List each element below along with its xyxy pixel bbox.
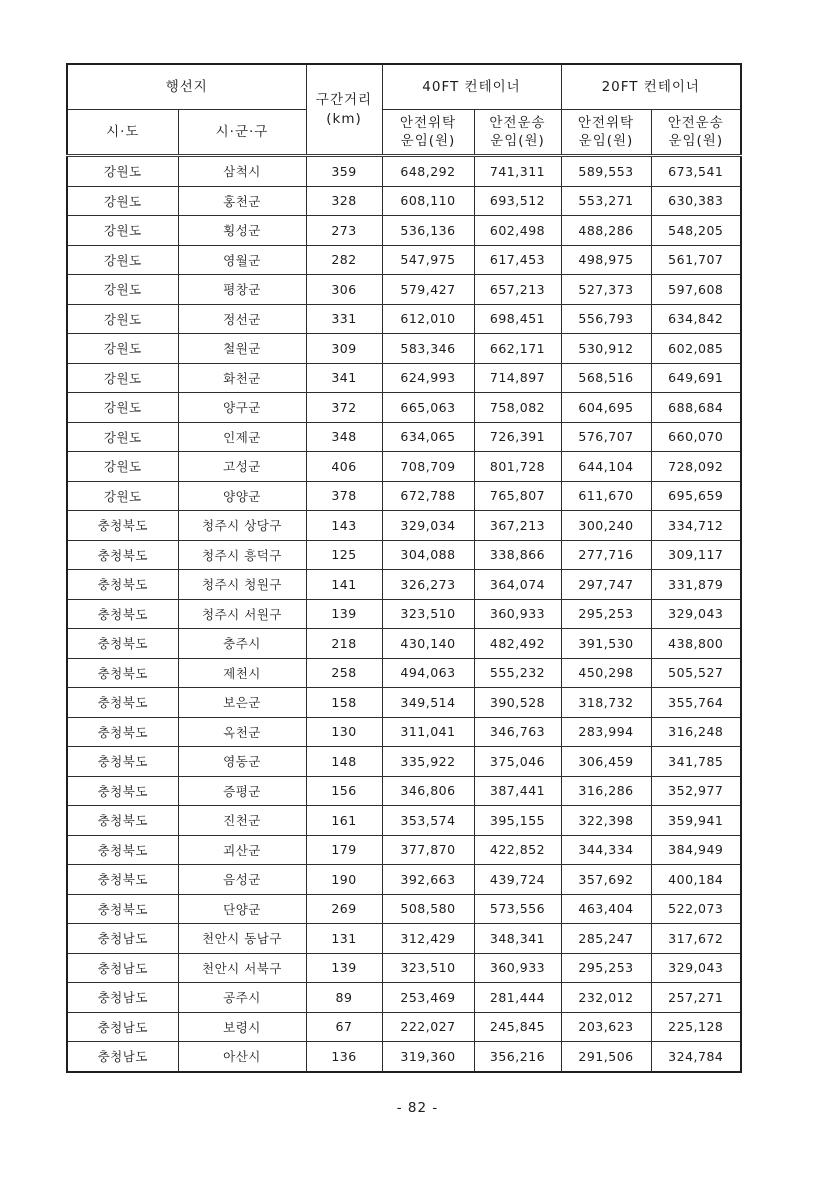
table-cell: 충청북도 bbox=[67, 658, 178, 688]
header-province: 시·도 bbox=[67, 110, 178, 156]
table-cell: 698,451 bbox=[474, 304, 561, 334]
table-cell: 131 bbox=[306, 924, 382, 954]
table-row bbox=[67, 304, 741, 334]
table-cell: 728,092 bbox=[651, 452, 741, 482]
table-row bbox=[67, 275, 741, 305]
table-cell: 463,404 bbox=[561, 894, 651, 924]
table-cell: 672,788 bbox=[382, 481, 474, 511]
table-cell: 329,043 bbox=[651, 599, 741, 629]
table-cell: 강원도 bbox=[67, 245, 178, 275]
table-body bbox=[67, 156, 741, 1072]
table-cell: 576,707 bbox=[561, 422, 651, 452]
table-cell: 옥천군 bbox=[178, 717, 306, 747]
table-cell: 충청북도 bbox=[67, 599, 178, 629]
table-cell: 673,541 bbox=[651, 156, 741, 187]
table-cell: 충청남도 bbox=[67, 924, 178, 954]
header-20ft-container-group: 20FT 컨테이너 bbox=[561, 64, 741, 110]
table-row bbox=[67, 1012, 741, 1042]
table-cell: 청주시 상당구 bbox=[178, 511, 306, 541]
table-cell: 충청북도 bbox=[67, 570, 178, 600]
table-cell: 553,271 bbox=[561, 186, 651, 216]
table-cell: 218 bbox=[306, 629, 382, 659]
table-cell: 139 bbox=[306, 599, 382, 629]
table-cell: 648,292 bbox=[382, 156, 474, 187]
table-row bbox=[67, 658, 741, 688]
header-20ft-safe-transport-fare: 안전운송 운임(원) bbox=[651, 110, 741, 156]
table-cell: 547,975 bbox=[382, 245, 474, 275]
table-cell: 강원도 bbox=[67, 156, 178, 187]
table-cell: 329,043 bbox=[651, 953, 741, 983]
table-cell: 561,707 bbox=[651, 245, 741, 275]
table-cell: 충청남도 bbox=[67, 983, 178, 1013]
table-cell: 257,271 bbox=[651, 983, 741, 1013]
table-cell: 391,530 bbox=[561, 629, 651, 659]
table-cell: 602,498 bbox=[474, 216, 561, 246]
table-cell: 548,205 bbox=[651, 216, 741, 246]
table-cell: 556,793 bbox=[561, 304, 651, 334]
table-cell: 청주시 청원구 bbox=[178, 570, 306, 600]
table-cell: 367,213 bbox=[474, 511, 561, 541]
table-cell: 190 bbox=[306, 865, 382, 895]
table-cell: 삼척시 bbox=[178, 156, 306, 187]
table-cell: 단양군 bbox=[178, 894, 306, 924]
table-cell: 322,398 bbox=[561, 806, 651, 836]
table-cell: 245,845 bbox=[474, 1012, 561, 1042]
table-cell: 726,391 bbox=[474, 422, 561, 452]
table-cell: 348 bbox=[306, 422, 382, 452]
table-cell: 364,074 bbox=[474, 570, 561, 600]
table-cell: 450,298 bbox=[561, 658, 651, 688]
table-cell: 328 bbox=[306, 186, 382, 216]
table-row bbox=[67, 894, 741, 924]
table-cell: 강원도 bbox=[67, 186, 178, 216]
header-40ft-safe-consign-fare: 안전위탁 운임(원) bbox=[382, 110, 474, 156]
table-cell: 319,360 bbox=[382, 1042, 474, 1072]
header-40ft-safe-transport-fare: 안전운송 운임(원) bbox=[474, 110, 561, 156]
table-cell: 203,623 bbox=[561, 1012, 651, 1042]
table-cell: 714,897 bbox=[474, 363, 561, 393]
table-cell: 341 bbox=[306, 363, 382, 393]
table-cell: 영동군 bbox=[178, 747, 306, 777]
table-cell: 406 bbox=[306, 452, 382, 482]
table-cell: 횡성군 bbox=[178, 216, 306, 246]
table-cell: 360,933 bbox=[474, 599, 561, 629]
table-row bbox=[67, 452, 741, 482]
table-cell: 225,128 bbox=[651, 1012, 741, 1042]
table-cell: 665,063 bbox=[382, 393, 474, 423]
header-distance-unit: (km) bbox=[326, 110, 362, 127]
table-cell: 334,712 bbox=[651, 511, 741, 541]
table-cell: 323,510 bbox=[382, 953, 474, 983]
table-cell: 346,763 bbox=[474, 717, 561, 747]
table-cell: 390,528 bbox=[474, 688, 561, 718]
table-cell: 295,253 bbox=[561, 599, 651, 629]
table-cell: 392,663 bbox=[382, 865, 474, 895]
table-cell: 384,949 bbox=[651, 835, 741, 865]
table-cell: 356,216 bbox=[474, 1042, 561, 1072]
table-cell: 297,747 bbox=[561, 570, 651, 600]
table-row bbox=[67, 776, 741, 806]
table-cell: 282 bbox=[306, 245, 382, 275]
table-cell: 진천군 bbox=[178, 806, 306, 836]
table-cell: 충청북도 bbox=[67, 629, 178, 659]
table-cell: 323,510 bbox=[382, 599, 474, 629]
table-row bbox=[67, 481, 741, 511]
table-cell: 222,027 bbox=[382, 1012, 474, 1042]
table-cell: 505,527 bbox=[651, 658, 741, 688]
table-cell: 양양군 bbox=[178, 481, 306, 511]
table-cell: 281,444 bbox=[474, 983, 561, 1013]
table-cell: 충청남도 bbox=[67, 1042, 178, 1072]
table-cell: 357,692 bbox=[561, 865, 651, 895]
table-row bbox=[67, 363, 741, 393]
table-cell: 영월군 bbox=[178, 245, 306, 275]
table-cell: 천안시 서북구 bbox=[178, 953, 306, 983]
table-cell: 천안시 동남구 bbox=[178, 924, 306, 954]
table-cell: 611,670 bbox=[561, 481, 651, 511]
table-cell: 657,213 bbox=[474, 275, 561, 305]
table-cell: 589,553 bbox=[561, 156, 651, 187]
table-cell: 360,933 bbox=[474, 953, 561, 983]
table-cell: 430,140 bbox=[382, 629, 474, 659]
table-cell: 634,065 bbox=[382, 422, 474, 452]
table-cell: 617,453 bbox=[474, 245, 561, 275]
table-cell: 597,608 bbox=[651, 275, 741, 305]
table-cell: 341,785 bbox=[651, 747, 741, 777]
table-cell: 306,459 bbox=[561, 747, 651, 777]
table-cell: 573,556 bbox=[474, 894, 561, 924]
table-row bbox=[67, 422, 741, 452]
table-cell: 353,574 bbox=[382, 806, 474, 836]
table-row bbox=[67, 717, 741, 747]
table-cell: 정선군 bbox=[178, 304, 306, 334]
table-cell: 보은군 bbox=[178, 688, 306, 718]
table-cell: 422,852 bbox=[474, 835, 561, 865]
table-cell: 522,073 bbox=[651, 894, 741, 924]
table-cell: 아산시 bbox=[178, 1042, 306, 1072]
table-cell: 충청북도 bbox=[67, 747, 178, 777]
table-cell: 156 bbox=[306, 776, 382, 806]
table-cell: 강원도 bbox=[67, 304, 178, 334]
table-cell: 충청남도 bbox=[67, 1012, 178, 1042]
table-cell: 741,311 bbox=[474, 156, 561, 187]
table-cell: 충청북도 bbox=[67, 806, 178, 836]
table-cell: 충청북도 bbox=[67, 717, 178, 747]
table-cell: 충청북도 bbox=[67, 776, 178, 806]
table-cell: 612,010 bbox=[382, 304, 474, 334]
table-row bbox=[67, 186, 741, 216]
table-cell: 283,994 bbox=[561, 717, 651, 747]
table-cell: 강원도 bbox=[67, 481, 178, 511]
table-cell: 158 bbox=[306, 688, 382, 718]
table-cell: 765,807 bbox=[474, 481, 561, 511]
table-cell: 89 bbox=[306, 983, 382, 1013]
table-cell: 439,724 bbox=[474, 865, 561, 895]
table-cell: 346,806 bbox=[382, 776, 474, 806]
table-cell: 161 bbox=[306, 806, 382, 836]
table-cell: 372 bbox=[306, 393, 382, 423]
table-cell: 400,184 bbox=[651, 865, 741, 895]
table-cell: 285,247 bbox=[561, 924, 651, 954]
table-row bbox=[67, 393, 741, 423]
table-cell: 602,085 bbox=[651, 334, 741, 364]
table-cell: 강원도 bbox=[67, 393, 178, 423]
table-cell: 395,155 bbox=[474, 806, 561, 836]
table-cell: 568,516 bbox=[561, 363, 651, 393]
table-cell: 충청북도 bbox=[67, 835, 178, 865]
table-cell: 335,922 bbox=[382, 747, 474, 777]
table-cell: 충청북도 bbox=[67, 688, 178, 718]
table-cell: 644,104 bbox=[561, 452, 651, 482]
table-cell: 136 bbox=[306, 1042, 382, 1072]
table-cell: 258 bbox=[306, 658, 382, 688]
table-cell: 충청북도 bbox=[67, 894, 178, 924]
table-cell: 304,088 bbox=[382, 540, 474, 570]
table-cell: 801,728 bbox=[474, 452, 561, 482]
table-row bbox=[67, 570, 741, 600]
table-cell: 인제군 bbox=[178, 422, 306, 452]
table-cell: 충청북도 bbox=[67, 540, 178, 570]
table-cell: 316,286 bbox=[561, 776, 651, 806]
page-number: - 82 - bbox=[396, 1100, 439, 1116]
table-row bbox=[67, 865, 741, 895]
table-cell: 130 bbox=[306, 717, 382, 747]
table-cell: 67 bbox=[306, 1012, 382, 1042]
table-cell: 충청북도 bbox=[67, 865, 178, 895]
table-cell: 139 bbox=[306, 953, 382, 983]
table-cell: 강원도 bbox=[67, 334, 178, 364]
table-cell: 331,879 bbox=[651, 570, 741, 600]
table-cell: 662,171 bbox=[474, 334, 561, 364]
table-cell: 제천시 bbox=[178, 658, 306, 688]
table-row bbox=[67, 835, 741, 865]
header-distance-km bbox=[306, 64, 382, 156]
table-cell: 331 bbox=[306, 304, 382, 334]
table-cell: 326,273 bbox=[382, 570, 474, 600]
table-row bbox=[67, 688, 741, 718]
header-20ft-safe-consign-fare: 안전위탁 운임(원) bbox=[561, 110, 651, 156]
table-cell: 269 bbox=[306, 894, 382, 924]
table-row bbox=[67, 629, 741, 659]
table-cell: 291,506 bbox=[561, 1042, 651, 1072]
table-cell: 693,512 bbox=[474, 186, 561, 216]
header-district: 시·군·구 bbox=[178, 110, 306, 156]
table-cell: 141 bbox=[306, 570, 382, 600]
table-row bbox=[67, 953, 741, 983]
table-cell: 충주시 bbox=[178, 629, 306, 659]
table-cell: 강원도 bbox=[67, 422, 178, 452]
table-cell: 579,427 bbox=[382, 275, 474, 305]
table-row bbox=[67, 511, 741, 541]
table-cell: 498,975 bbox=[561, 245, 651, 275]
table-cell: 309,117 bbox=[651, 540, 741, 570]
table-row bbox=[67, 924, 741, 954]
table-cell: 143 bbox=[306, 511, 382, 541]
table-cell: 306 bbox=[306, 275, 382, 305]
table-cell: 충청남도 bbox=[67, 953, 178, 983]
table-cell: 634,842 bbox=[651, 304, 741, 334]
table-cell: 강원도 bbox=[67, 452, 178, 482]
table-cell: 318,732 bbox=[561, 688, 651, 718]
table-row bbox=[67, 540, 741, 570]
table-cell: 608,110 bbox=[382, 186, 474, 216]
table-cell: 강원도 bbox=[67, 363, 178, 393]
table-cell: 488,286 bbox=[561, 216, 651, 246]
table-cell: 316,248 bbox=[651, 717, 741, 747]
table-cell: 공주시 bbox=[178, 983, 306, 1013]
table-cell: 232,012 bbox=[561, 983, 651, 1013]
table-cell: 화천군 bbox=[178, 363, 306, 393]
table-row bbox=[67, 1042, 741, 1072]
table-cell: 583,346 bbox=[382, 334, 474, 364]
table-cell: 355,764 bbox=[651, 688, 741, 718]
table-cell: 660,070 bbox=[651, 422, 741, 452]
table-cell: 253,469 bbox=[382, 983, 474, 1013]
table-cell: 378 bbox=[306, 481, 382, 511]
table-row bbox=[67, 747, 741, 777]
table-cell: 359 bbox=[306, 156, 382, 187]
table-cell: 649,691 bbox=[651, 363, 741, 393]
table-cell: 349,514 bbox=[382, 688, 474, 718]
table-row bbox=[67, 216, 741, 246]
table-cell: 300,240 bbox=[561, 511, 651, 541]
table-cell: 음성군 bbox=[178, 865, 306, 895]
header-destination-group: 행선지 bbox=[67, 64, 306, 110]
header-distance-label: 구간거리 bbox=[315, 92, 373, 109]
table-cell: 강원도 bbox=[67, 216, 178, 246]
table-cell: 329,034 bbox=[382, 511, 474, 541]
table-row bbox=[67, 156, 741, 187]
table-cell: 324,784 bbox=[651, 1042, 741, 1072]
table-row bbox=[67, 599, 741, 629]
table-cell: 철원군 bbox=[178, 334, 306, 364]
table-cell: 강원도 bbox=[67, 275, 178, 305]
table-cell: 317,672 bbox=[651, 924, 741, 954]
table-cell: 125 bbox=[306, 540, 382, 570]
table-cell: 보령시 bbox=[178, 1012, 306, 1042]
container-freight-rate-table bbox=[66, 63, 742, 1073]
table-cell: 277,716 bbox=[561, 540, 651, 570]
table-cell: 527,373 bbox=[561, 275, 651, 305]
table-cell: 증평군 bbox=[178, 776, 306, 806]
table-cell: 508,580 bbox=[382, 894, 474, 924]
table-cell: 688,684 bbox=[651, 393, 741, 423]
table-cell: 179 bbox=[306, 835, 382, 865]
table-row bbox=[67, 983, 741, 1013]
table-cell: 양구군 bbox=[178, 393, 306, 423]
table-row bbox=[67, 334, 741, 364]
table-cell: 695,659 bbox=[651, 481, 741, 511]
table-cell: 348,341 bbox=[474, 924, 561, 954]
table-row bbox=[67, 245, 741, 275]
table-row bbox=[67, 806, 741, 836]
table-cell: 624,993 bbox=[382, 363, 474, 393]
table-cell: 604,695 bbox=[561, 393, 651, 423]
table-cell: 530,912 bbox=[561, 334, 651, 364]
table-cell: 청주시 서원구 bbox=[178, 599, 306, 629]
table-cell: 고성군 bbox=[178, 452, 306, 482]
table-cell: 555,232 bbox=[474, 658, 561, 688]
table-cell: 536,136 bbox=[382, 216, 474, 246]
table-cell: 309 bbox=[306, 334, 382, 364]
table-cell: 630,383 bbox=[651, 186, 741, 216]
table-cell: 312,429 bbox=[382, 924, 474, 954]
table-cell: 295,253 bbox=[561, 953, 651, 983]
table-cell: 괴산군 bbox=[178, 835, 306, 865]
table-cell: 482,492 bbox=[474, 629, 561, 659]
table-header bbox=[67, 64, 741, 156]
table-cell: 708,709 bbox=[382, 452, 474, 482]
table-cell: 344,334 bbox=[561, 835, 651, 865]
table-cell: 충청북도 bbox=[67, 511, 178, 541]
table-cell: 338,866 bbox=[474, 540, 561, 570]
table-cell: 148 bbox=[306, 747, 382, 777]
table-cell: 359,941 bbox=[651, 806, 741, 836]
table-cell: 평창군 bbox=[178, 275, 306, 305]
table-cell: 494,063 bbox=[382, 658, 474, 688]
table-cell: 273 bbox=[306, 216, 382, 246]
table-cell: 352,977 bbox=[651, 776, 741, 806]
table-cell: 375,046 bbox=[474, 747, 561, 777]
table-cell: 377,870 bbox=[382, 835, 474, 865]
header-40ft-container-group: 40FT 컨테이너 bbox=[382, 64, 561, 110]
table-cell: 387,441 bbox=[474, 776, 561, 806]
table-cell: 홍천군 bbox=[178, 186, 306, 216]
table-cell: 청주시 흥덕구 bbox=[178, 540, 306, 570]
table-cell: 438,800 bbox=[651, 629, 741, 659]
table-cell: 758,082 bbox=[474, 393, 561, 423]
table-cell: 311,041 bbox=[382, 717, 474, 747]
